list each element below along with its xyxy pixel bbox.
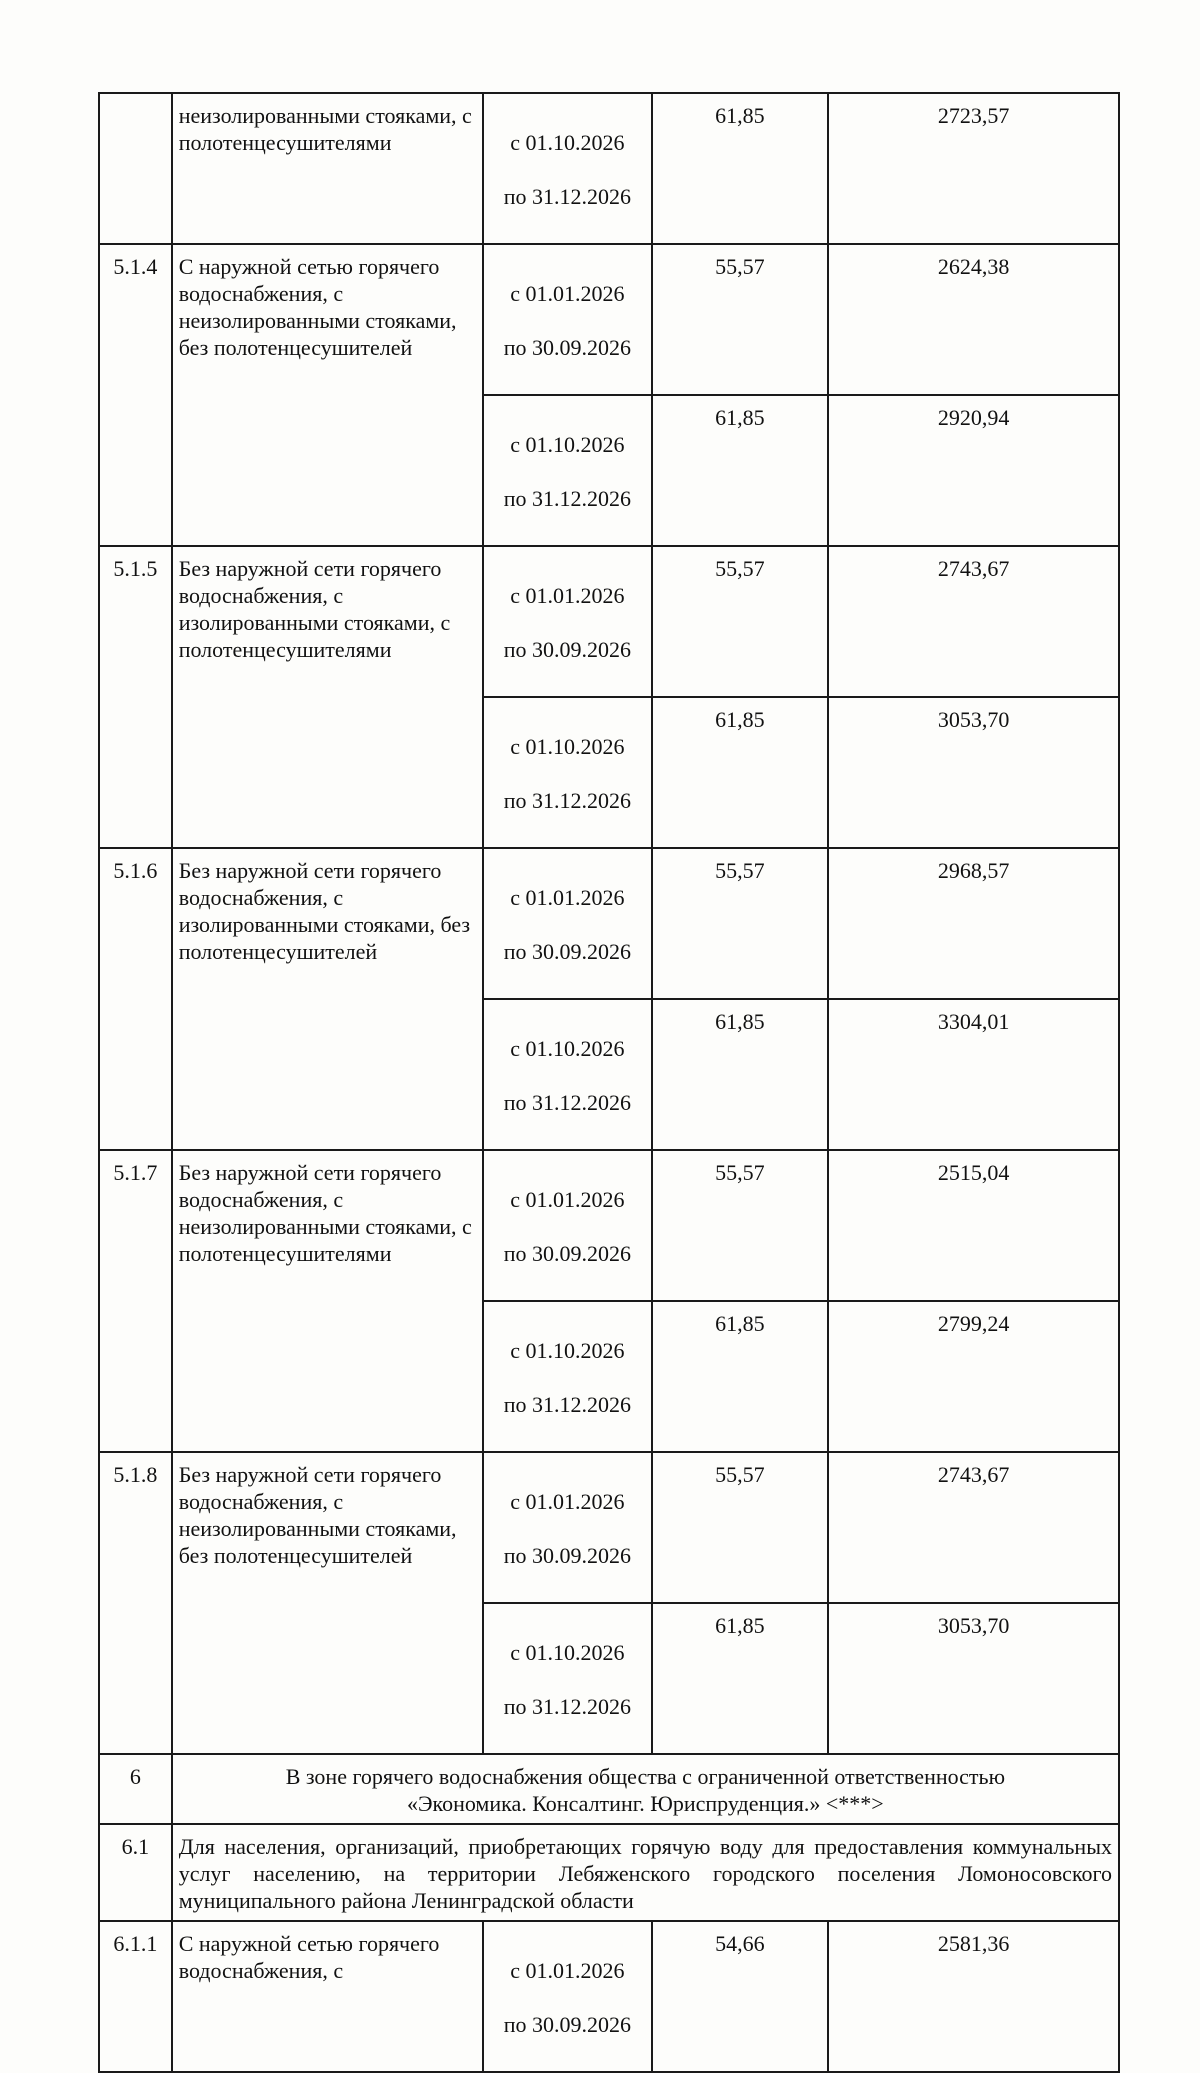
period-cell xyxy=(483,999,651,1150)
tariff-cell: 2581,36 xyxy=(828,1921,1119,2072)
period-cell xyxy=(483,848,651,999)
section-header-row xyxy=(99,1754,1119,1824)
item-number: 5.1.6 xyxy=(99,848,172,1150)
table-row xyxy=(99,1921,1119,2072)
section-number: 6 xyxy=(99,1754,172,1824)
table-row xyxy=(99,1452,1119,1603)
period-end: по 31.12.2026 xyxy=(503,1694,632,1719)
period-cell xyxy=(483,244,651,395)
value-cell: 55,57 xyxy=(652,1452,829,1603)
item-description: С наружной сетью горячего водоснабжения, с неизолированными стояками, без полотенцесушителей xyxy=(172,244,484,546)
item-number: 5.1.5 xyxy=(99,546,172,848)
value-cell: 55,57 xyxy=(652,1150,829,1301)
period-start: с 01.10.2026 xyxy=(510,130,625,155)
period-end: по 30.09.2026 xyxy=(503,335,632,360)
period-end: по 30.09.2026 xyxy=(503,1543,632,1568)
period-cell xyxy=(483,1921,651,2072)
period-start: с 01.10.2026 xyxy=(510,1338,625,1363)
value-cell: 54,66 xyxy=(652,1921,829,2072)
period-end: по 31.12.2026 xyxy=(503,788,632,813)
period-end: по 30.09.2026 xyxy=(503,939,632,964)
tariff-cell: 2743,67 xyxy=(828,1452,1119,1603)
subsection-number: 6.1 xyxy=(99,1824,172,1921)
item-description: С наружной сетью горячего водоснабжения, с xyxy=(172,1921,484,2072)
value-cell: 55,57 xyxy=(652,244,829,395)
period-cell xyxy=(483,1150,651,1301)
value-cell: 61,85 xyxy=(652,93,829,244)
value-cell: 61,85 xyxy=(652,395,829,546)
period-start: с 01.01.2026 xyxy=(510,1489,625,1514)
period-cell xyxy=(483,697,651,848)
item-description: Без наружной сети горячего водоснабжения, с неизолированными стояками, без полотенцесушителей xyxy=(172,1452,484,1754)
table-row xyxy=(99,93,1119,244)
tariff-cell: 2723,57 xyxy=(828,93,1119,244)
period-start: с 01.01.2026 xyxy=(510,885,625,910)
table-row xyxy=(99,244,1119,395)
subsection-text: Для населения, организаций, приобретающих горячую воду для предоставления коммунальных услуг населению, на территории Лебяженского городского поселения Ломоносовского муниципального района Ленинградской области xyxy=(172,1824,1119,1921)
period-end: по 31.12.2026 xyxy=(503,184,632,209)
tariff-cell: 3053,70 xyxy=(828,1603,1119,1754)
value-cell: 61,85 xyxy=(652,999,829,1150)
tariff-cell: 2920,94 xyxy=(828,395,1119,546)
tariff-cell: 2515,04 xyxy=(828,1150,1119,1301)
section-title xyxy=(172,1754,1119,1824)
period-end: по 30.09.2026 xyxy=(503,1241,632,1266)
period-end: по 31.12.2026 xyxy=(503,486,632,511)
period-start: с 01.10.2026 xyxy=(510,1036,625,1061)
period-start: с 01.10.2026 xyxy=(510,1640,625,1665)
period-cell xyxy=(483,1452,651,1603)
period-cell xyxy=(483,395,651,546)
section-title-line: «Экономика. Консалтинг. Юриспруденция.» <***> xyxy=(406,1791,884,1816)
item-description: неизолированными стояками, с полотенцесушителями xyxy=(172,93,484,244)
period-end: по 31.12.2026 xyxy=(503,1090,632,1115)
table-row xyxy=(99,848,1119,999)
item-number: 5.1.7 xyxy=(99,1150,172,1452)
tariff-table xyxy=(98,92,1120,2073)
item-description: Без наружной сети горячего водоснабжения, с изолированными стояками, с полотенцесушителями xyxy=(172,546,484,848)
value-cell: 55,57 xyxy=(652,848,829,999)
tariff-cell: 2799,24 xyxy=(828,1301,1119,1452)
period-start: с 01.01.2026 xyxy=(510,1187,625,1212)
tariff-cell: 2624,38 xyxy=(828,244,1119,395)
period-cell xyxy=(483,546,651,697)
period-start: с 01.01.2026 xyxy=(510,281,625,306)
subsection-row xyxy=(99,1824,1119,1921)
period-start: с 01.10.2026 xyxy=(510,432,625,457)
value-cell: 61,85 xyxy=(652,697,829,848)
item-number: 6.1.1 xyxy=(99,1921,172,2072)
value-cell: 55,57 xyxy=(652,546,829,697)
value-cell: 61,85 xyxy=(652,1301,829,1452)
period-cell xyxy=(483,1301,651,1452)
tariff-cell: 2968,57 xyxy=(828,848,1119,999)
item-number: 5.1.4 xyxy=(99,244,172,546)
item-description: Без наружной сети горячего водоснабжения, с изолированными стояками, без полотенцесушителей xyxy=(172,848,484,1150)
period-start: с 01.01.2026 xyxy=(510,1958,625,1983)
period-end: по 30.09.2026 xyxy=(503,637,632,662)
tariff-cell: 3304,01 xyxy=(828,999,1119,1150)
period-start: с 01.01.2026 xyxy=(510,583,625,608)
period-cell xyxy=(483,93,651,244)
value-cell: 61,85 xyxy=(652,1603,829,1754)
table-row xyxy=(99,546,1119,697)
tariff-cell: 2743,67 xyxy=(828,546,1119,697)
item-number-cell xyxy=(99,93,172,244)
item-description: Без наружной сети горячего водоснабжения, с неизолированными стояками, с полотенцесушителями xyxy=(172,1150,484,1452)
tariff-cell: 3053,70 xyxy=(828,697,1119,848)
period-start: с 01.10.2026 xyxy=(510,734,625,759)
table-row xyxy=(99,1150,1119,1301)
period-end: по 30.09.2026 xyxy=(503,2012,632,2037)
item-number: 5.1.8 xyxy=(99,1452,172,1754)
period-end: по 31.12.2026 xyxy=(503,1392,632,1417)
section-title-line: В зоне горячего водоснабжения общества с ограниченной ответственностью xyxy=(285,1764,1006,1789)
